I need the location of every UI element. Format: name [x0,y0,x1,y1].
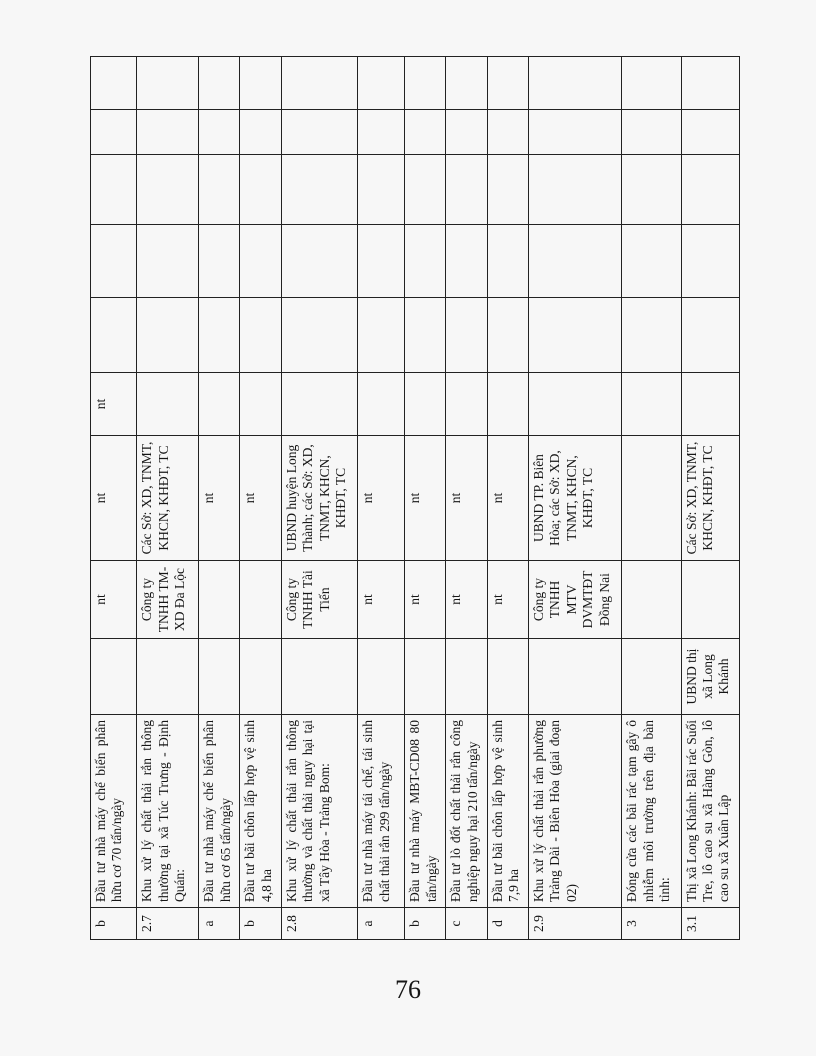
col10-cell [488,110,529,155]
content-cell: Khu xử lý chất thải rắn thông thường tại xã Túc Trưng - Định Quán: [137,715,199,908]
col11-cell [91,57,137,110]
stt-cell: c [446,908,488,940]
table-row [240,57,282,940]
col11-cell [281,57,357,110]
col9-cell [91,155,137,225]
table-row [137,57,199,940]
col7-cell [240,298,282,373]
coordinating-cell: nt [199,436,240,561]
col8-cell [488,225,529,298]
content-cell: Đầu tư lò đốt chất thải rắn công nghiệp nguy hại 210 tấn/ngày [446,715,488,908]
col8-cell [137,225,199,298]
col7-cell [622,298,681,373]
enterprise-cell [681,561,740,639]
coordinating-cell [622,436,681,561]
col11-cell [528,57,622,110]
col6-cell [281,373,357,436]
content-cell: Đầu tư bãi chôn lấp hợp vệ sinh 7,9 ha [488,715,529,908]
col8-cell [91,225,137,298]
col9-cell [622,155,681,225]
lead-unit-cell [91,639,137,715]
col8-cell [446,225,488,298]
col7-cell [528,298,622,373]
stt-cell: 2.9 [528,908,622,940]
content-cell: Đầu tư nhà máy chế biến phân hữu cơ 65 tấn/ngày [199,715,240,908]
lead-unit-cell: UBND thị xã Long Khánh [681,639,740,715]
page-number: 76 [395,975,421,1004]
enterprise-cell [622,561,681,639]
table-row [358,57,405,940]
col6-cell [528,373,622,436]
col10-cell [681,110,740,155]
col7-cell [446,298,488,373]
lead-unit-cell [199,639,240,715]
content-cell: Đóng cửa các bãi rác tạm gây ô nhiễm môi trường trên địa bàn tỉnh: [622,715,681,908]
col10-cell [137,110,199,155]
lead-unit-cell [488,639,529,715]
enterprise-cell: Công ty TNHH MTV DVMTĐT Đồng Nai [528,561,622,639]
col11-cell [240,57,282,110]
col6-cell [137,373,199,436]
project-table [90,56,740,940]
col6-cell [622,373,681,436]
col8-cell [358,225,405,298]
col9-cell [358,155,405,225]
col7-cell [199,298,240,373]
lead-unit-cell [528,639,622,715]
table-row [622,57,681,940]
col6-cell [358,373,405,436]
stt-cell: d [488,908,529,940]
enterprise-cell: Công ty TNHH TM-XD Đa Lộc [137,561,199,639]
table-row [281,57,357,940]
coordinating-cell: nt [91,436,137,561]
content-cell: Đầu tư nhà máy chế biến phân hữu cơ 70 tấn/ngày [91,715,137,908]
col10-cell [622,110,681,155]
col7-cell [137,298,199,373]
content-cell: Đầu tư nhà máy MBT-CD08 80 tấn/ngày [405,715,446,908]
enterprise-cell: nt [446,561,488,639]
col8-cell [622,225,681,298]
col6-cell [405,373,446,436]
lead-unit-cell [622,639,681,715]
col6-cell [240,373,282,436]
col7-cell [405,298,446,373]
col10-cell [446,110,488,155]
enterprise-cell: nt [405,561,446,639]
table-row [528,57,622,940]
col7-cell [681,298,740,373]
col8-cell [681,225,740,298]
col8-cell [281,225,357,298]
col10-cell [528,110,622,155]
enterprise-cell: nt [358,561,405,639]
col8-cell [199,225,240,298]
col6-cell [488,373,529,436]
col9-cell [199,155,240,225]
col7-cell [281,298,357,373]
col7-cell [488,298,529,373]
col10-cell [91,110,137,155]
coordinating-cell: UBND huyện Long Thành; các Sở: XD, TNMT, KHCN, KHĐT, TC [281,436,357,561]
content-cell: Đầu tư nhà máy tái chế, tái sinh chất thải rắn 299 tấn/ngày [358,715,405,908]
coordinating-cell: Các Sở: XD, TNMT, KHCN, KHĐT, TC [681,436,740,561]
col9-cell [240,155,282,225]
stt-cell: b [91,908,137,940]
table-row [488,57,529,940]
table-row [91,57,137,940]
coordinating-cell: nt [488,436,529,561]
col9-cell [281,155,357,225]
col11-cell [622,57,681,110]
content-cell: Thị xã Long Khánh: Bãi rác Suối Tre, lô cao su xã Hàng Gòn, lô cao su xã Xuân Lập [681,715,740,908]
col8-cell [528,225,622,298]
table-row [681,57,740,940]
col10-cell [358,110,405,155]
col10-cell [199,110,240,155]
col9-cell [528,155,622,225]
stt-cell: b [405,908,446,940]
col11-cell [358,57,405,110]
content-cell: Khu xử lý chất thải rắn thông thường và chất thải nguy hại tại xã Tây Hòa - Trảng Bom: [281,715,357,908]
enterprise-cell: Công ty TNHH Tài Tiến [281,561,357,639]
col10-cell [240,110,282,155]
stt-cell: 3 [622,908,681,940]
lead-unit-cell [137,639,199,715]
col11-cell [405,57,446,110]
stt-cell: a [199,908,240,940]
col11-cell [446,57,488,110]
col7-cell [91,298,137,373]
col9-cell [405,155,446,225]
lead-unit-cell [446,639,488,715]
col10-cell [281,110,357,155]
enterprise-cell: nt [91,561,137,639]
stt-cell: b [240,908,282,940]
stt-cell: 2.8 [281,908,357,940]
col6-cell [446,373,488,436]
coordinating-cell: nt [240,436,282,561]
coordinating-cell: Các Sở: XD, TNMT, KHCN, KHĐT, TC [137,436,199,561]
col11-cell [199,57,240,110]
content-cell: Đầu tư bãi chôn lấp hợp vệ sinh 4,8 ha [240,715,282,908]
coordinating-cell: nt [358,436,405,561]
stt-cell: a [358,908,405,940]
table-row [199,57,240,940]
col7-cell [358,298,405,373]
col11-cell [488,57,529,110]
col8-cell [405,225,446,298]
content-cell: Khu xử lý chất thải rắn phường Trảng Dài - Biên Hòa (giai đoạn 02) [528,715,622,908]
coordinating-cell: nt [405,436,446,561]
col11-cell [681,57,740,110]
col9-cell [446,155,488,225]
col6-cell: nt [91,373,137,436]
col6-cell [681,373,740,436]
col9-cell [681,155,740,225]
col6-cell [199,373,240,436]
table-row [405,57,446,940]
table-body [91,57,740,940]
enterprise-cell: nt [488,561,529,639]
lead-unit-cell [240,639,282,715]
coordinating-cell: UBND TP. Biên Hòa; các Sở: XD, TNMT, KHCN, KHĐT, TC [528,436,622,561]
coordinating-cell: nt [446,436,488,561]
enterprise-cell [240,561,282,639]
col10-cell [405,110,446,155]
col11-cell [137,57,199,110]
lead-unit-cell [281,639,357,715]
lead-unit-cell [405,639,446,715]
rotated-table-wrapper [90,57,740,940]
lead-unit-cell [358,639,405,715]
enterprise-cell [199,561,240,639]
col8-cell [240,225,282,298]
stt-cell: 2.7 [137,908,199,940]
table-row [446,57,488,940]
col9-cell [137,155,199,225]
col9-cell [488,155,529,225]
stt-cell: 3.1 [681,908,740,940]
